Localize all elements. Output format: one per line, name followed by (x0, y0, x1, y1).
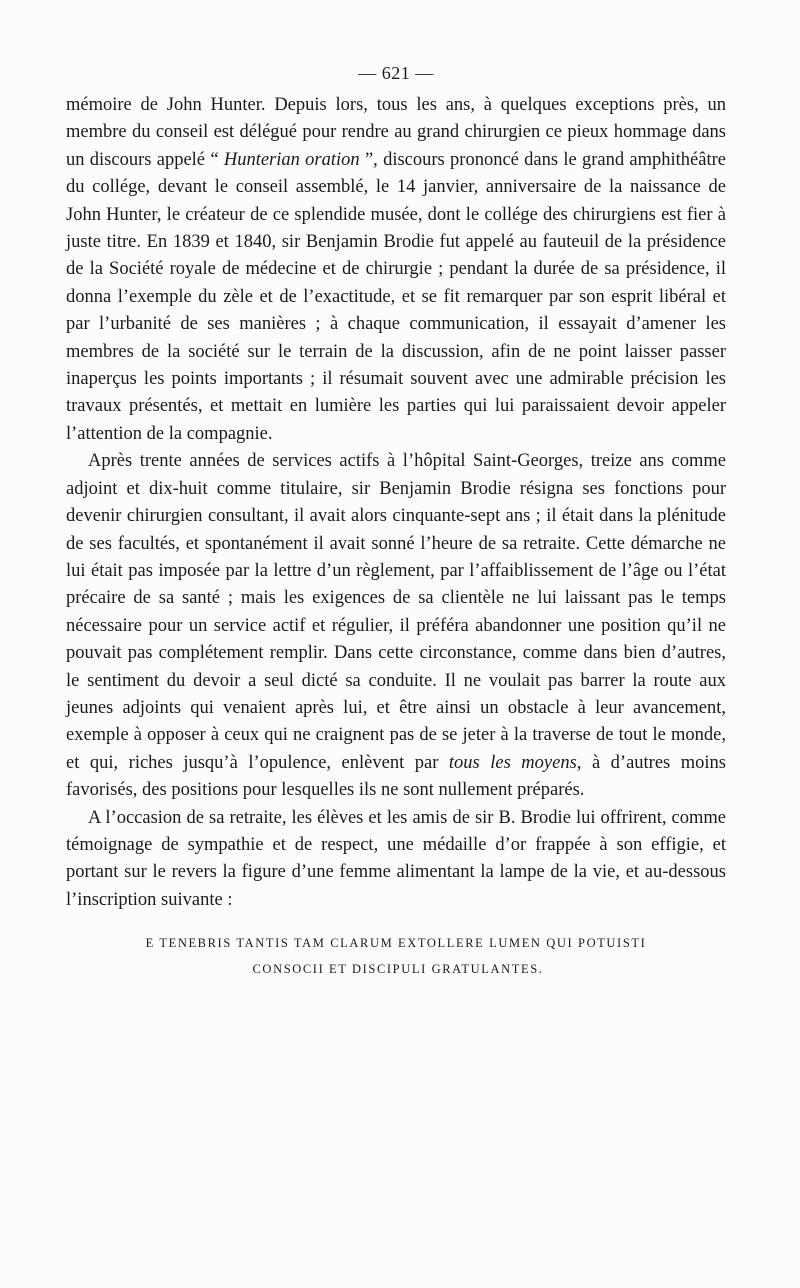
paragraph-2-italic-phrase: tous les moyens, (448, 752, 582, 773)
paragraph-1-italic-title: Hunterian oration (223, 149, 360, 170)
paragraph-2-text-a: Après trente années de services actifs à l’hôpital Saint-Georges, treize ans comme adjoint et dix-huit comme titulaire, sir Benjamin Brodie résigna ses fonctions pour devenir chirurgien consultant, il avait alors cinquante-sept ans ; il était dans la plénitude de ses facultés, et spontanément il avait sonné l’heure de sa retraite. Cette démarche ne lui était pas imposée par la lettre d’un règlement, par l’affaiblissement de l’âge ou l’état précaire de sa santé ; mais les exigences de sa clientèle ne lui laissant pas le temps nécessaire pour un service actif et régulier, il préféra abandonner une position qu’il ne pouvait pas complétement remplir. Dans cette circonstance, comme dans bien d’autres, le sentiment du devoir a seul dicté sa conduite. Il ne voulait pas barrer la route aux jeunes adjoints qui venaient après lui, et être ainsi un obstacle à leur avancement, exemple à opposer à ceux qui ne craignent pas de se jeter à la traverse de tout le monde, et qui, riches jusqu’à l’opulence, enlèvent par (66, 451, 726, 773)
paragraph-1 (66, 92, 726, 448)
inscription-line-1: E TENEBRIS TANTIS TAM CLARUM EXTOLLERE LUMEN QUI POTUISTI (145, 936, 647, 951)
inscription-line-2: CONSOCII ET DISCIPULI GRATULANTES. (252, 962, 544, 977)
paragraph-2-text-b: à d’autres moins favorisés, des positions pour lesquelles ils ne sont nullement préparés. (66, 752, 727, 801)
paragraph-1-text-b: ”, discours prononcé dans le grand amphithéâtre du collége, devant le conseil assemblé, le 14 janvier, anniversaire de la naissance de John Hunter, le créateur de ce splendide musée, dont le collége des chirurgiens est fier à juste titre. En 1839 et 1840, sir Benjamin Brodie fut appelé au fauteuil de la présidence de la Société royale de médecine et de chirurgie ; pendant la durée de sa présidence, il donna l’exemple du zèle et de l’exactitude, et se fit remarquer par son esprit libéral et par l’urbanité de ses manières ; à chaque communication, il essayait d’amener les membres de la société sur le terrain de la discussion, afin de ne point laisser passer inaperçus les points importants ; il résumait souvent avec une admirable précision les travaux présentés, et mettait en lumière les parties qui lui paraissaient devoir appeler l’attention de la compagnie. (66, 149, 726, 444)
medal-inscription (66, 930, 726, 982)
document-page (66, 60, 726, 982)
paragraph-2 (66, 448, 726, 804)
paragraph-3-text: A l’occasion de sa retraite, les élèves et les amis de sir B. Brodie lui offrirent, comme témoignage de sympathie et de respect, une médaille d’or frappée à son effigie, et portant sur le revers la figure d’une femme alimentant la lampe de la vie, et au-dessous l’inscription suivante : (66, 807, 726, 910)
paragraph-3 (66, 805, 726, 915)
paragraph-1-text-a: mémoire de John Hunter. Depuis lors, tous les ans, à quelques exceptions près, un membre du conseil est délégué pour rendre au grand chirurgien ce pieux hommage dans un discours appelé “ (66, 95, 726, 170)
page-number: — 621 — (358, 63, 434, 83)
